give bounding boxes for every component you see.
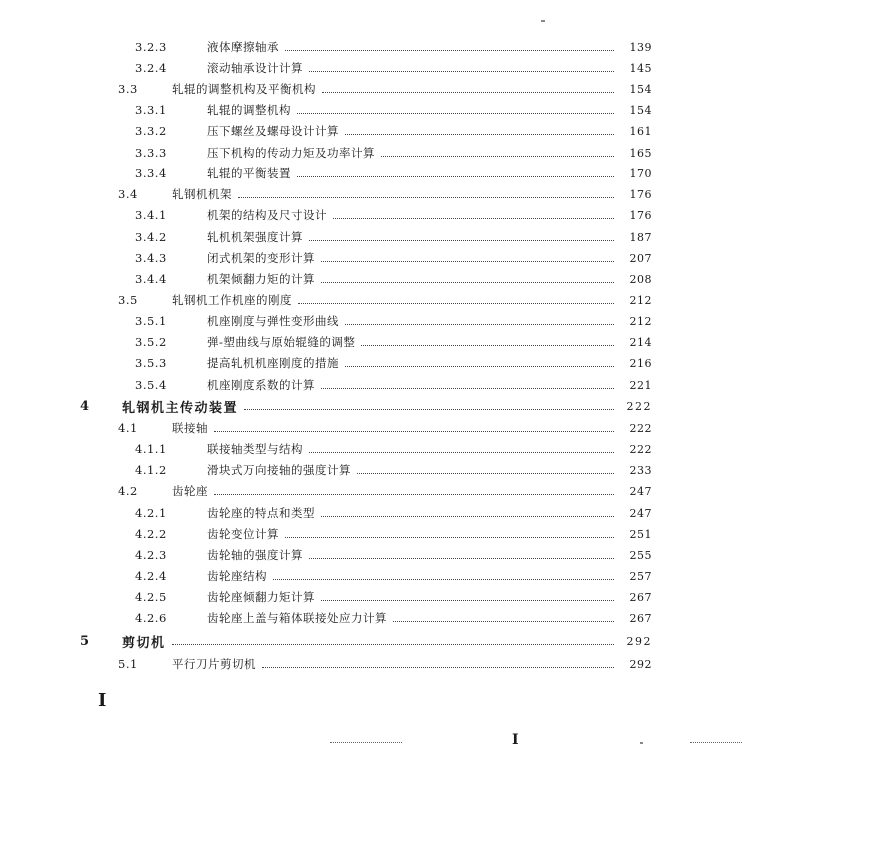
toc-section-number: 3.5 bbox=[118, 293, 138, 307]
toc-page-number: 257 bbox=[629, 569, 652, 583]
toc-section-title: 齿轮变位计算 bbox=[207, 527, 279, 541]
toc-leader-dots bbox=[297, 176, 614, 177]
toc-entry bbox=[135, 38, 652, 56]
toc-section-number: 4.2.3 bbox=[135, 548, 167, 562]
toc-section-number: 3.3.2 bbox=[135, 124, 167, 138]
toc-leader-dots bbox=[285, 537, 614, 538]
toc-leader-dots bbox=[244, 409, 614, 410]
toc-section-number: 3.2.4 bbox=[135, 61, 167, 75]
toc-entry bbox=[135, 59, 652, 77]
toc-section-title: 轧辊的平衡装置 bbox=[207, 166, 291, 180]
toc-section-number: 3.3.4 bbox=[135, 166, 167, 180]
toc-leader-dots bbox=[309, 240, 614, 241]
toc-leader-dots bbox=[309, 71, 614, 72]
toc-section-number: 4.2 bbox=[118, 484, 138, 498]
toc-page-number: 207 bbox=[629, 251, 652, 265]
toc-section-title: 弹-塑曲线与原始辊缝的调整 bbox=[207, 335, 356, 349]
toc-section-title: 机座刚度系数的计算 bbox=[207, 378, 315, 392]
toc-page-number: 154 bbox=[629, 82, 652, 96]
toc-entry bbox=[118, 80, 652, 98]
toc-leader-dots bbox=[345, 134, 614, 135]
toc-entry bbox=[135, 164, 652, 182]
toc-section-number: 3.3 bbox=[118, 82, 138, 96]
toc-section-title: 齿轮轴的强度计算 bbox=[207, 548, 303, 562]
toc-entry bbox=[135, 354, 652, 372]
toc-entry bbox=[135, 122, 652, 140]
toc-page-number: 222 bbox=[629, 442, 652, 456]
toc-leader-dots bbox=[297, 113, 614, 114]
toc-section-number: 3.4.4 bbox=[135, 272, 167, 286]
toc-section-title: 轧机机架强度计算 bbox=[207, 230, 303, 244]
toc-section-title: 轧钢机主传动装置 bbox=[122, 400, 239, 416]
toc-page-number: 292 bbox=[629, 657, 652, 671]
toc-section-title: 齿轮座的特点和类型 bbox=[207, 506, 315, 520]
toc-entry bbox=[135, 461, 652, 479]
toc-page-number: 222 bbox=[629, 421, 652, 435]
toc-section-title: 轧辊的调整机构 bbox=[207, 103, 291, 117]
toc-entry bbox=[135, 249, 652, 267]
footer-mark: I bbox=[512, 732, 519, 748]
toc-section-title: 轧钢机机架 bbox=[172, 187, 232, 201]
toc-section-number: 3.3.3 bbox=[135, 146, 167, 160]
toc-leader-dots bbox=[345, 324, 614, 325]
toc-leader-dots bbox=[381, 156, 614, 157]
toc-leader-dots bbox=[357, 473, 614, 474]
toc-leader-dots bbox=[238, 197, 614, 198]
toc-page-number: 154 bbox=[629, 103, 652, 117]
toc-page-number: 214 bbox=[629, 335, 652, 349]
toc-page-number: 208 bbox=[629, 272, 652, 286]
toc-section-number: 3.4.3 bbox=[135, 251, 167, 265]
toc-leader-dots bbox=[321, 600, 614, 601]
toc-section-title: 液体摩擦轴承 bbox=[207, 40, 279, 54]
toc-section-title: 机座刚度与弹性变形曲线 bbox=[207, 314, 339, 328]
toc-section-title: 联接轴 bbox=[172, 421, 208, 435]
toc-leader-dots bbox=[273, 579, 614, 580]
toc-entry bbox=[118, 655, 652, 673]
page-roman-numeral: I bbox=[98, 690, 107, 711]
toc-page-number: 255 bbox=[629, 548, 652, 562]
toc-section-number: 3.5.2 bbox=[135, 335, 167, 349]
toc-section-title: 平行刀片剪切机 bbox=[172, 657, 256, 671]
toc-section-title: 滚动轴承设计计算 bbox=[207, 61, 303, 75]
toc-section-number: 3.2.3 bbox=[135, 40, 167, 54]
toc-section-number: 4.2.5 bbox=[135, 590, 167, 604]
toc-page-number: 212 bbox=[629, 293, 652, 307]
toc-section-title: 压下机构的传动力矩及功率计算 bbox=[207, 146, 375, 160]
toc-leader-dots bbox=[309, 558, 614, 559]
toc-section-title: 齿轮座倾翻力矩计算 bbox=[207, 590, 315, 604]
toc-section-title: 滑块式万向接轴的强度计算 bbox=[207, 463, 351, 477]
toc-section-number: 3.5.1 bbox=[135, 314, 167, 328]
toc-page-number: 176 bbox=[629, 187, 652, 201]
toc-page-number: 165 bbox=[629, 146, 652, 160]
toc-section-number: 3.4.2 bbox=[135, 230, 167, 244]
toc-section-title: 提高轧机机座刚度的措施 bbox=[207, 356, 339, 370]
toc-page-number: 161 bbox=[629, 124, 652, 138]
toc-section-title: 齿轮座上盖与箱体联接处应力计算 bbox=[207, 611, 387, 625]
toc-section-number: 3.4.1 bbox=[135, 208, 167, 222]
toc-leader-dots bbox=[214, 494, 614, 495]
toc-entry bbox=[118, 185, 652, 203]
toc-section-title: 轧辊的调整机构及平衡机构 bbox=[172, 82, 316, 96]
toc-leader-dots bbox=[333, 218, 614, 219]
toc-section-number: 4.1 bbox=[118, 421, 138, 435]
toc-page-number: 292 bbox=[626, 634, 652, 648]
toc-section-number: 4.1.1 bbox=[135, 442, 167, 456]
toc-section-number: 3.5.4 bbox=[135, 378, 167, 392]
toc-leader-dots bbox=[393, 621, 614, 622]
toc-page-number: 139 bbox=[629, 40, 652, 54]
scan-speck bbox=[541, 20, 545, 22]
toc-section-title: 剪切机 bbox=[122, 635, 166, 651]
toc-section-number: 3.4 bbox=[118, 187, 138, 201]
footer-rule-left bbox=[330, 742, 402, 743]
toc-section-title: 轧钢机工作机座的刚度 bbox=[172, 293, 292, 307]
toc-section-number: 4.2.6 bbox=[135, 611, 167, 625]
toc-leader-dots bbox=[262, 667, 614, 668]
toc-entry bbox=[135, 101, 652, 119]
toc-section-number: 4.1.2 bbox=[135, 463, 167, 477]
toc-section-number: 4 bbox=[80, 398, 91, 414]
toc-leader-dots bbox=[321, 388, 614, 389]
toc-section-number: 3.5.3 bbox=[135, 356, 167, 370]
toc-entry bbox=[135, 546, 652, 564]
toc-entry bbox=[118, 419, 652, 437]
toc-page-number: 221 bbox=[629, 378, 652, 392]
toc-leader-dots bbox=[321, 261, 614, 262]
toc-leader-dots bbox=[345, 366, 614, 367]
toc-page-number: 247 bbox=[629, 484, 652, 498]
toc-leader-dots bbox=[321, 516, 614, 517]
toc-entry bbox=[135, 312, 652, 330]
toc-section-number: 4.2.1 bbox=[135, 506, 167, 520]
toc-entry bbox=[135, 270, 652, 288]
toc-leader-dots bbox=[309, 452, 614, 453]
toc-page-number: 170 bbox=[629, 166, 652, 180]
toc-entry bbox=[135, 376, 652, 394]
toc-section-title: 联接轴类型与结构 bbox=[207, 442, 303, 456]
toc-page-number: 176 bbox=[629, 208, 652, 222]
toc-entry bbox=[80, 397, 652, 415]
toc-section-number: 5 bbox=[80, 633, 91, 649]
toc-section-title: 压下螺丝及螺母设计计算 bbox=[207, 124, 339, 138]
toc-leader-dots bbox=[214, 431, 614, 432]
toc-entry bbox=[118, 291, 652, 309]
toc-page-number: 267 bbox=[629, 590, 652, 604]
footer-rule-right bbox=[690, 742, 742, 743]
toc-entry bbox=[118, 482, 652, 500]
toc-page-number: 145 bbox=[629, 61, 652, 75]
toc-leader-dots bbox=[361, 345, 614, 346]
toc-entry bbox=[135, 609, 652, 627]
toc-entry bbox=[135, 228, 652, 246]
toc-leader-dots bbox=[298, 303, 614, 304]
toc-page-number: 267 bbox=[629, 611, 652, 625]
toc-leader-dots bbox=[321, 282, 614, 283]
toc-page-number: 251 bbox=[629, 527, 652, 541]
toc-section-title: 齿轮座 bbox=[172, 484, 208, 498]
toc-section-title: 闭式机架的变形计算 bbox=[207, 251, 315, 265]
toc-entry bbox=[135, 333, 652, 351]
toc-section-title: 机架的结构及尺寸设计 bbox=[207, 208, 327, 222]
toc-entry bbox=[135, 144, 652, 162]
toc-section-number: 4.2.2 bbox=[135, 527, 167, 541]
toc-entry bbox=[135, 588, 652, 606]
toc-page-number: 187 bbox=[629, 230, 652, 244]
toc-section-number: 3.3.1 bbox=[135, 103, 167, 117]
toc-page-number: 216 bbox=[629, 356, 652, 370]
toc-leader-dots bbox=[322, 92, 614, 93]
toc-section-title: 机架倾翻力矩的计算 bbox=[207, 272, 315, 286]
toc-entry bbox=[135, 206, 652, 224]
toc-page-number: 212 bbox=[629, 314, 652, 328]
scan-speck bbox=[640, 742, 643, 744]
toc-page-number: 233 bbox=[629, 463, 652, 477]
toc-entry bbox=[135, 440, 652, 458]
toc-entry bbox=[80, 632, 652, 650]
toc-leader-dots bbox=[285, 50, 614, 51]
toc-leader-dots bbox=[172, 644, 614, 645]
toc-entry bbox=[135, 567, 652, 585]
toc-page-number: 247 bbox=[629, 506, 652, 520]
toc-entry bbox=[135, 525, 652, 543]
toc-section-number: 5.1 bbox=[118, 657, 138, 671]
toc-page-number: 222 bbox=[626, 399, 652, 413]
toc-entry bbox=[135, 504, 652, 522]
toc-section-number: 4.2.4 bbox=[135, 569, 167, 583]
toc-section-title: 齿轮座结构 bbox=[207, 569, 267, 583]
